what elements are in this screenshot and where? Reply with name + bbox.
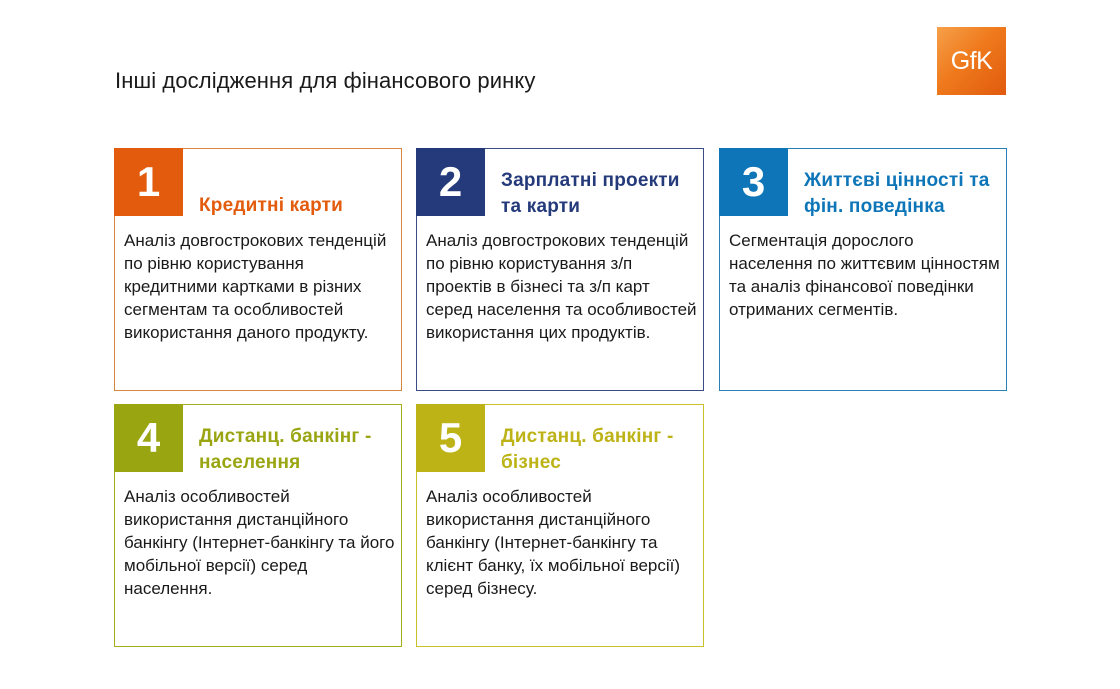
card-description: Аналіз довгострокових тенденцій по рівню користування з/п проектів в бізнесі та з/п карт серед населення та особливостей використання цих продуктів. [426, 231, 697, 342]
card-title: Кредитні карти [199, 195, 344, 216]
research-card-remote-banking-population [114, 404, 402, 647]
card-description: Аналіз довгострокових тенденцій по рівню користування кредитними картками в різних сегментам та особливостей використання даного продукту. [124, 231, 387, 342]
card-number-badge: 1 [114, 148, 183, 216]
card-title: Зарплатні проекти та карти [501, 170, 680, 217]
research-card-credit-cards [114, 148, 402, 391]
card-description: Аналіз особливостей використання дистанційного банкінгу (Інтернет-банкінгу та його мобільної версії) серед населення. [124, 487, 395, 598]
card-title: Дистанц. банкінг - населення [199, 426, 372, 473]
logo-text: GfK [950, 46, 993, 75]
card-number-badge: 2 [416, 148, 485, 216]
page-title: Інші дослідження для фінансового ринку [115, 68, 536, 93]
card-description: Аналіз особливостей використання дистанційного банкінгу (Інтернет-банкінгу та клієнт банку, їх мобільної версії) серед бізнесу. [426, 487, 681, 598]
research-card-remote-banking-business [416, 404, 704, 647]
card-title: Дистанц. банкінг - бізнес [501, 426, 674, 473]
card-number-badge: 4 [114, 404, 183, 472]
card-number-badge: 5 [416, 404, 485, 472]
card-title: Життєві цінності та фін. поведінка [804, 170, 990, 217]
research-card-salary-projects [416, 148, 704, 391]
research-card-life-values [719, 148, 1007, 391]
card-description: Сегментація дорослого населення по життєвим цінностям та аналіз фінансової поведінки отриманих сегментів. [729, 231, 1000, 319]
card-number-badge: 3 [719, 148, 788, 216]
gfk-logo [937, 27, 1006, 95]
